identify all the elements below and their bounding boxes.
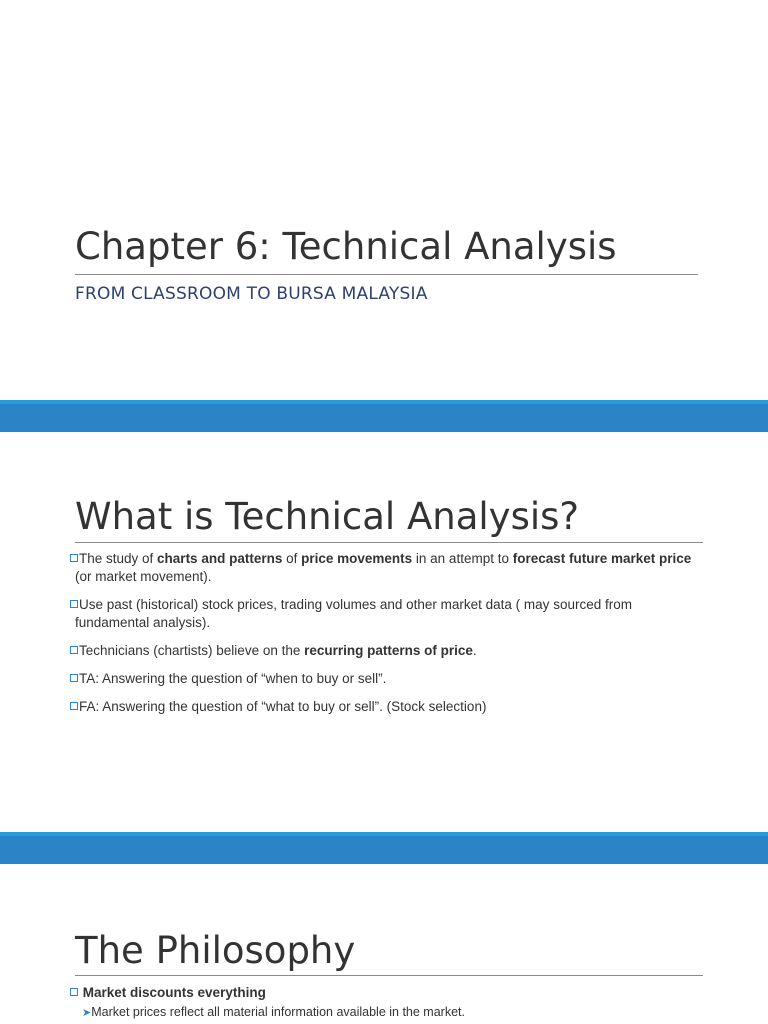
slide1-title: Chapter 6: Technical Analysis xyxy=(75,225,617,268)
bullet-text-bold: recurring patterns of price xyxy=(304,643,473,658)
bullet-text: Use past (historical) stock prices, trading volumes and other market data ( may sourced from fundamental analysis). xyxy=(75,597,632,630)
bullet-item xyxy=(70,596,710,632)
slide2-title: What is Technical Analysis? xyxy=(75,495,580,538)
slide2-bullet-list xyxy=(70,550,710,726)
bullet-text: The study of xyxy=(79,551,158,566)
bullet-text: FA: Answering the question of “what to buy or sell”. (Stock selection) xyxy=(79,699,487,714)
slide3-title-rule xyxy=(75,975,703,976)
arrow-right-icon: ➤ xyxy=(82,1007,92,1019)
bullet-item xyxy=(70,698,710,716)
checkbox-square-icon xyxy=(70,646,78,654)
bullet-text: of xyxy=(282,551,302,566)
bullet-text: TA: Answering the question of “when to buy or sell”. xyxy=(79,671,387,686)
slide3-bullet-text: Market discounts everything xyxy=(82,985,266,1000)
slide3-sub-bullet xyxy=(82,1004,465,1021)
checkbox-square-icon xyxy=(70,674,78,682)
checkbox-square-icon xyxy=(70,554,78,562)
slide1-subtitle: FROM CLASSROOM TO BURSA MALAYSIA xyxy=(75,284,428,304)
bullet-text: (or market movement). xyxy=(75,569,212,584)
checkbox-square-icon xyxy=(70,988,78,996)
slide-separator-bar xyxy=(0,832,768,864)
slide3-sub-bullet-text: Market prices reflect all material information available in the market. xyxy=(91,1005,465,1019)
bullet-text-bold: price movements xyxy=(301,551,413,566)
bullet-text: Technicians (chartists) believe on the xyxy=(79,643,305,658)
checkbox-square-icon xyxy=(70,600,78,608)
bullet-item xyxy=(70,642,710,660)
slide3-title: The Philosophy xyxy=(75,929,356,972)
checkbox-square-icon xyxy=(70,702,78,710)
bullet-text: in an attempt to xyxy=(412,551,513,566)
slide-separator-bar xyxy=(0,400,768,432)
slide2-title-rule xyxy=(75,542,703,543)
slide3-bullet xyxy=(70,984,266,1002)
bullet-text: . xyxy=(472,643,477,658)
bullet-item xyxy=(70,670,710,688)
slide1-title-rule xyxy=(75,274,698,275)
bullet-text-bold: forecast future market price xyxy=(512,551,692,566)
bullet-text-bold: charts and patterns xyxy=(157,551,283,566)
bullet-item xyxy=(70,550,710,586)
